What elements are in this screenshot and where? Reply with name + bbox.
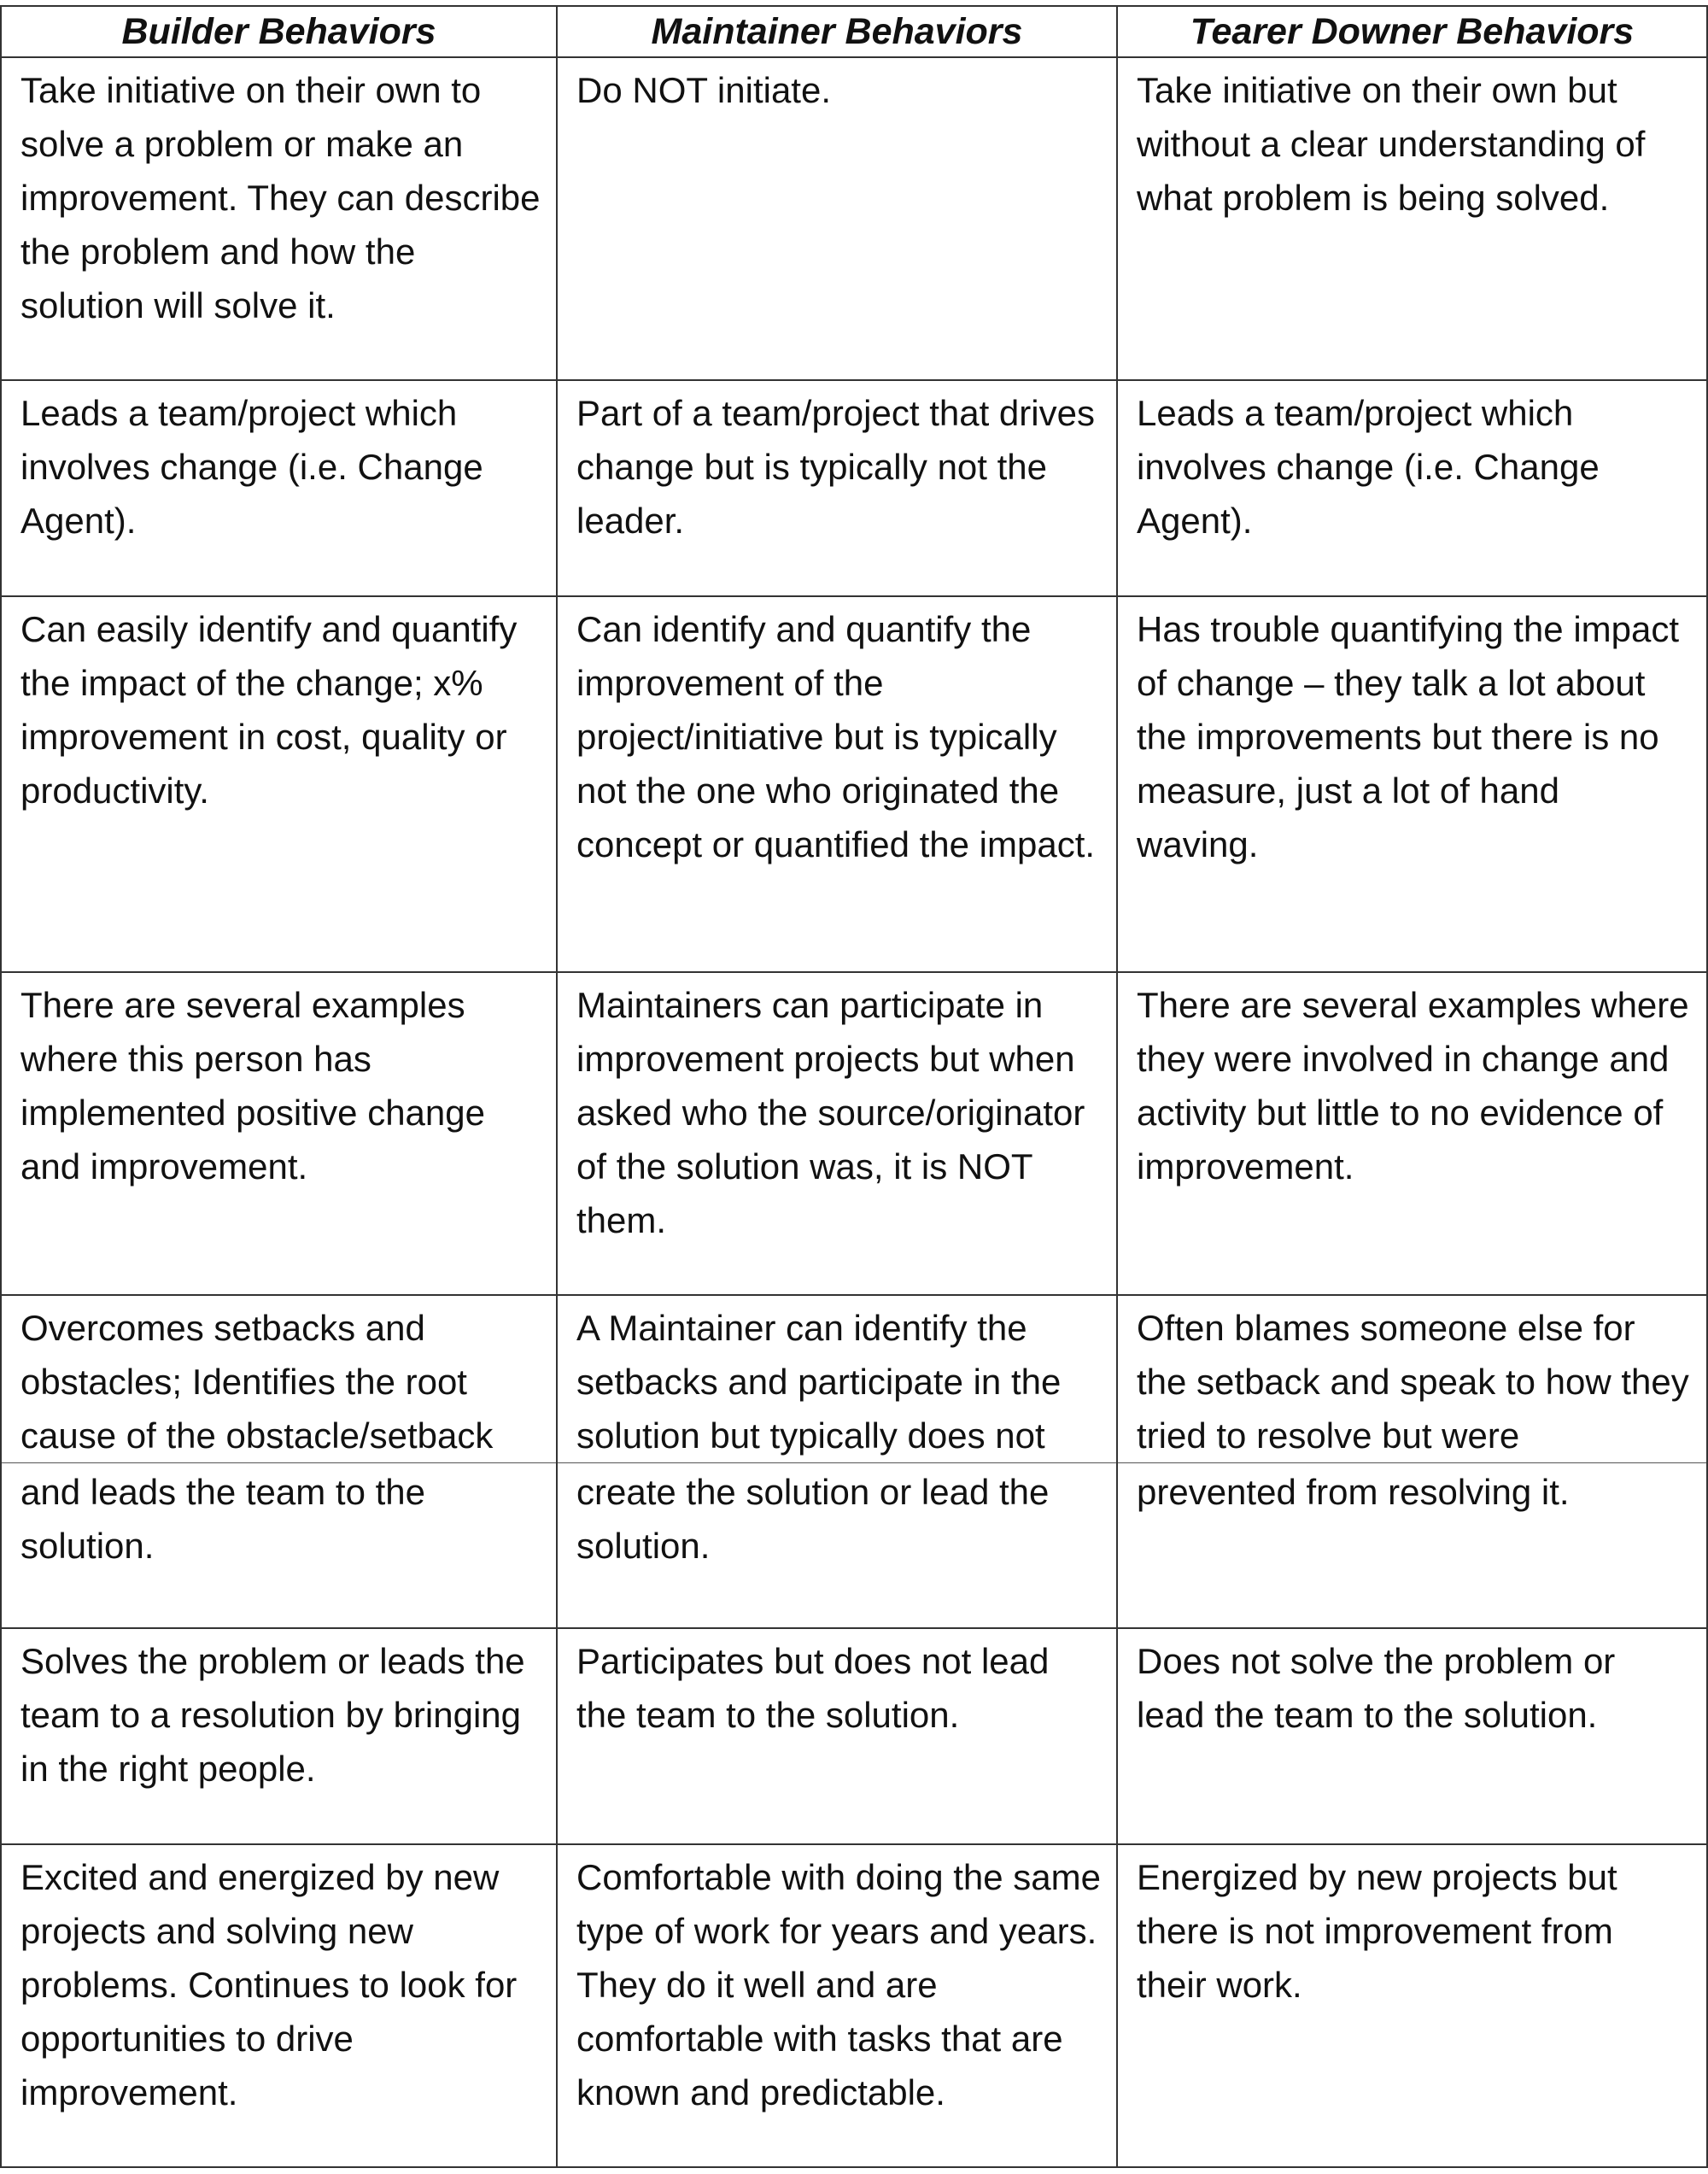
header-maintainer-behaviors: Maintainer Behaviors [557, 6, 1117, 57]
maintainer-cell: Can identify and quantify the improvement of the project/initiative but is typically not the one who originated the concept or quantified the impact. [557, 596, 1117, 972]
tearer-downer-cell: Has trouble quantifying the impact of change – they talk a lot about the improvements but there is no measure, just a lot of hand waving. [1117, 596, 1707, 972]
behaviors-comparison-table [0, 5, 1708, 2168]
maintainer-cell: Part of a team/project that drives change but is typically not the leader. [557, 380, 1117, 596]
tearer-downer-cell: Often blames someone else for the setback and speak to how they tried to resolve but were [1117, 1295, 1707, 1463]
builder-cell: Solves the problem or leads the team to a resolution by bringing in the right people. [1, 1628, 557, 1844]
tearer-downer-cell: Does not solve the problem or lead the team to the solution. [1117, 1628, 1707, 1844]
table-row-continued [1, 1463, 1707, 1628]
builder-cell: Take initiative on their own to solve a problem or make an improvement. They can describe the problem and how the solution will solve it. [1, 57, 557, 380]
maintainer-cell: Maintainers can participate in improvement projects but when asked who the source/originator of the solution was, it is NOT them. [557, 972, 1117, 1295]
tearer-downer-cell: Leads a team/project which involves change (i.e. Change Agent). [1117, 380, 1707, 596]
table-header-row [1, 6, 1707, 57]
builder-cell: There are several examples where this person has implemented positive change and improvement. [1, 972, 557, 1295]
builder-cell: and leads the team to the solution. [1, 1463, 557, 1628]
table-row [1, 596, 1707, 972]
tearer-downer-cell: There are several examples where they were involved in change and activity but little to no evidence of improvement. [1117, 972, 1707, 1295]
tearer-downer-cell: Take initiative on their own but without a clear understanding of what problem is being solved. [1117, 57, 1707, 380]
tearer-downer-cell: prevented from resolving it. [1117, 1463, 1707, 1628]
header-tearer-downer-behaviors: Tearer Downer Behaviors [1117, 6, 1707, 57]
builder-cell: Overcomes setbacks and obstacles; Identifies the root cause of the obstacle/setback [1, 1295, 557, 1463]
table-row [1, 972, 1707, 1295]
builder-cell: Leads a team/project which involves change (i.e. Change Agent). [1, 380, 557, 596]
maintainer-cell: Do NOT initiate. [557, 57, 1117, 380]
table-row [1, 57, 1707, 380]
builder-cell: Excited and energized by new projects and solving new problems. Continues to look for opportunities to drive improvement. [1, 1844, 557, 2167]
table-row [1, 380, 1707, 596]
table-row [1, 1295, 1707, 1463]
table-row [1, 1628, 1707, 1844]
header-builder-behaviors: Builder Behaviors [1, 6, 557, 57]
maintainer-cell: create the solution or lead the solution. [557, 1463, 1117, 1628]
builder-cell: Can easily identify and quantify the impact of the change; x% improvement in cost, quality or productivity. [1, 596, 557, 972]
maintainer-cell: A Maintainer can identify the setbacks and participate in the solution but typically does not [557, 1295, 1117, 1463]
table-row [1, 1844, 1707, 2167]
maintainer-cell: Comfortable with doing the same type of work for years and years. They do it well and are comfortable with tasks that are known and predictable. [557, 1844, 1117, 2167]
tearer-downer-cell: Energized by new projects but there is not improvement from their work. [1117, 1844, 1707, 2167]
maintainer-cell: Participates but does not lead the team to the solution. [557, 1628, 1117, 1844]
